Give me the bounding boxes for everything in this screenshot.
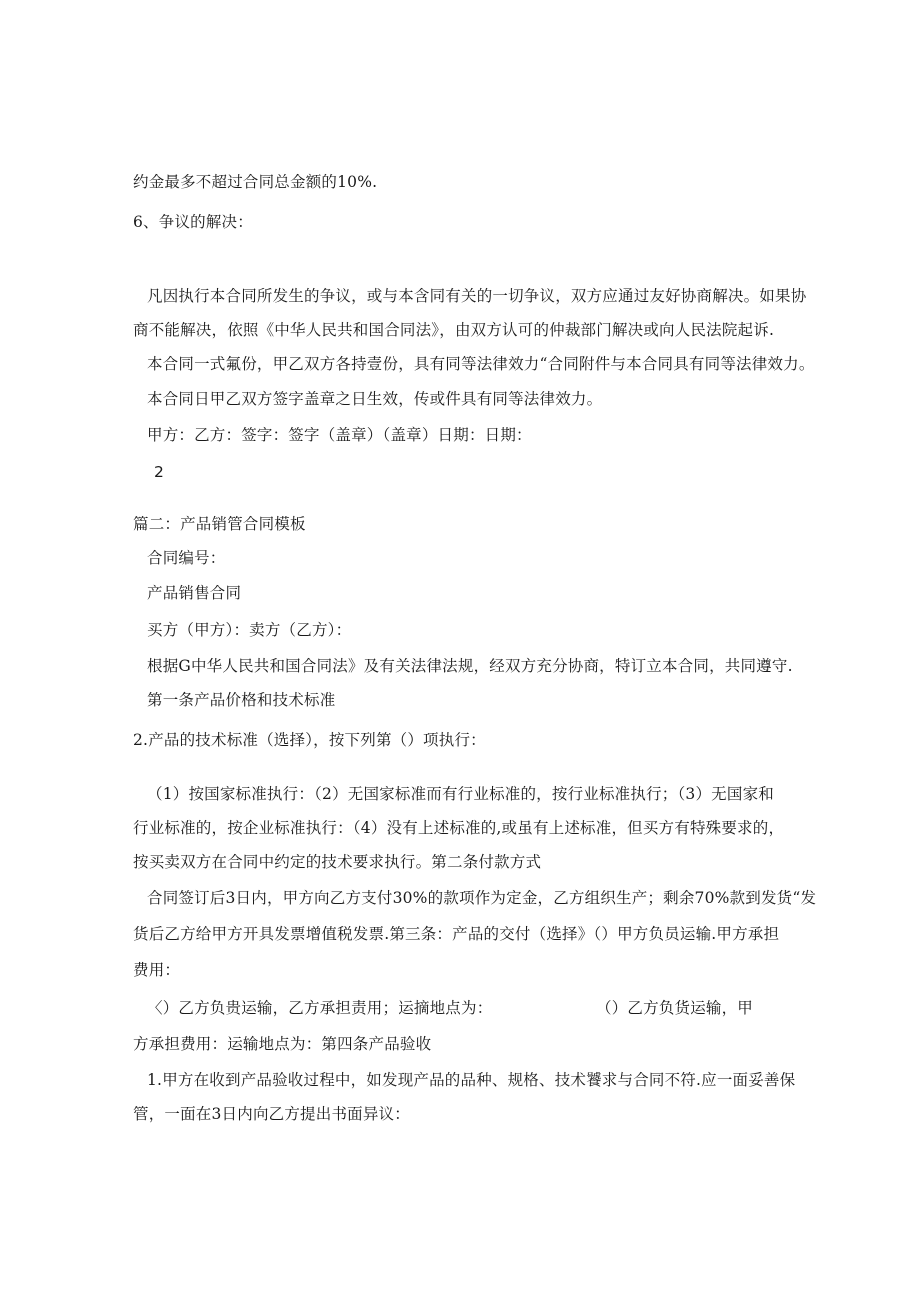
text-line: 合同签订后3日内，甲方向乙方支付30%的款项作为定金，乙方组织生产；剩余70%款到发货“发 [147,889,817,907]
text-line: 根据G中华人民共和国合同法》及有关法律法规，经双方充分协商，特订立本合同，共同遵守. [147,657,793,675]
clause-heading: 第一条产品价格和技术标准 [147,691,336,709]
text-line: （）乙方负货运输，甲 [596,999,754,1017]
text-line: 货后乙方给甲方开具发票增值税发票.第三条：产品的交付（选择》（）甲方负员运输.甲方承担 [133,925,780,943]
text-line: 〈）乙方负贵运输，乙方承担责用；运摘地点为： [147,999,493,1017]
text-line: 1.甲方在收到产品验收过程中，如发现产品的品种、规格、技术饕求与合同不符.应一面妥善保 [147,1071,796,1089]
section-heading: 篇二：产品销管合同模板 [133,515,306,533]
text-line: 费用： [133,961,181,979]
text-line: 商不能解决，依照《中华人民共和国合同法》，由双方认可的仲裁部门解决或向人民法院起诉. [133,321,775,339]
contract-number-label: 合同编号： [147,549,226,567]
text-line: 2.产品的技术标准（选择），按下列第（）项执行： [133,731,486,749]
text-line: 管，一面在3日内向乙方提出书面异议： [133,1105,410,1123]
signature-line: 甲方：乙方：签字：签字（盖章）（盖章）日期：日期： [147,426,532,444]
text-line: 凡因执行本合同所发生的争议，或与本含同有关的一切争议，双方应通过友好协商解决。如果协 [147,287,807,305]
text-line: （1）按国家标准执行：（2）无国家标准而有行业标准的，按行业标准执行；（3）无国家和 [147,785,774,803]
text-line: 买方（甲方）：卖方（乙方）： [147,621,352,639]
text-line: 行业标准的，按企业标准执行：（4）没有上述标准的,或虽有上述标准，但买方有特殊要求的， [133,819,785,837]
text-line: 约金最多不超过合同总金额的10%. [133,173,378,191]
contract-title: 产品销售合同 [147,584,242,602]
page-number: 2 [154,463,165,481]
text-line: 本合同一式氟份，甲乙双方各持壹份，具有同等法律效力“合同附件与本合同具有同等法律效力。 [147,355,815,373]
clause-heading: 方承担费用：运输地点为：第四条产品验收 [133,1035,432,1053]
section-heading: 6、争议的解决： [133,213,253,231]
text-line: 本合同日甲乙双方签字盖章之日生效，传或件具有同等法律效力。 [147,390,603,408]
text-line: 按买卖双方在合同中约定的技术要求执行。第二条付款方式 [133,853,542,871]
